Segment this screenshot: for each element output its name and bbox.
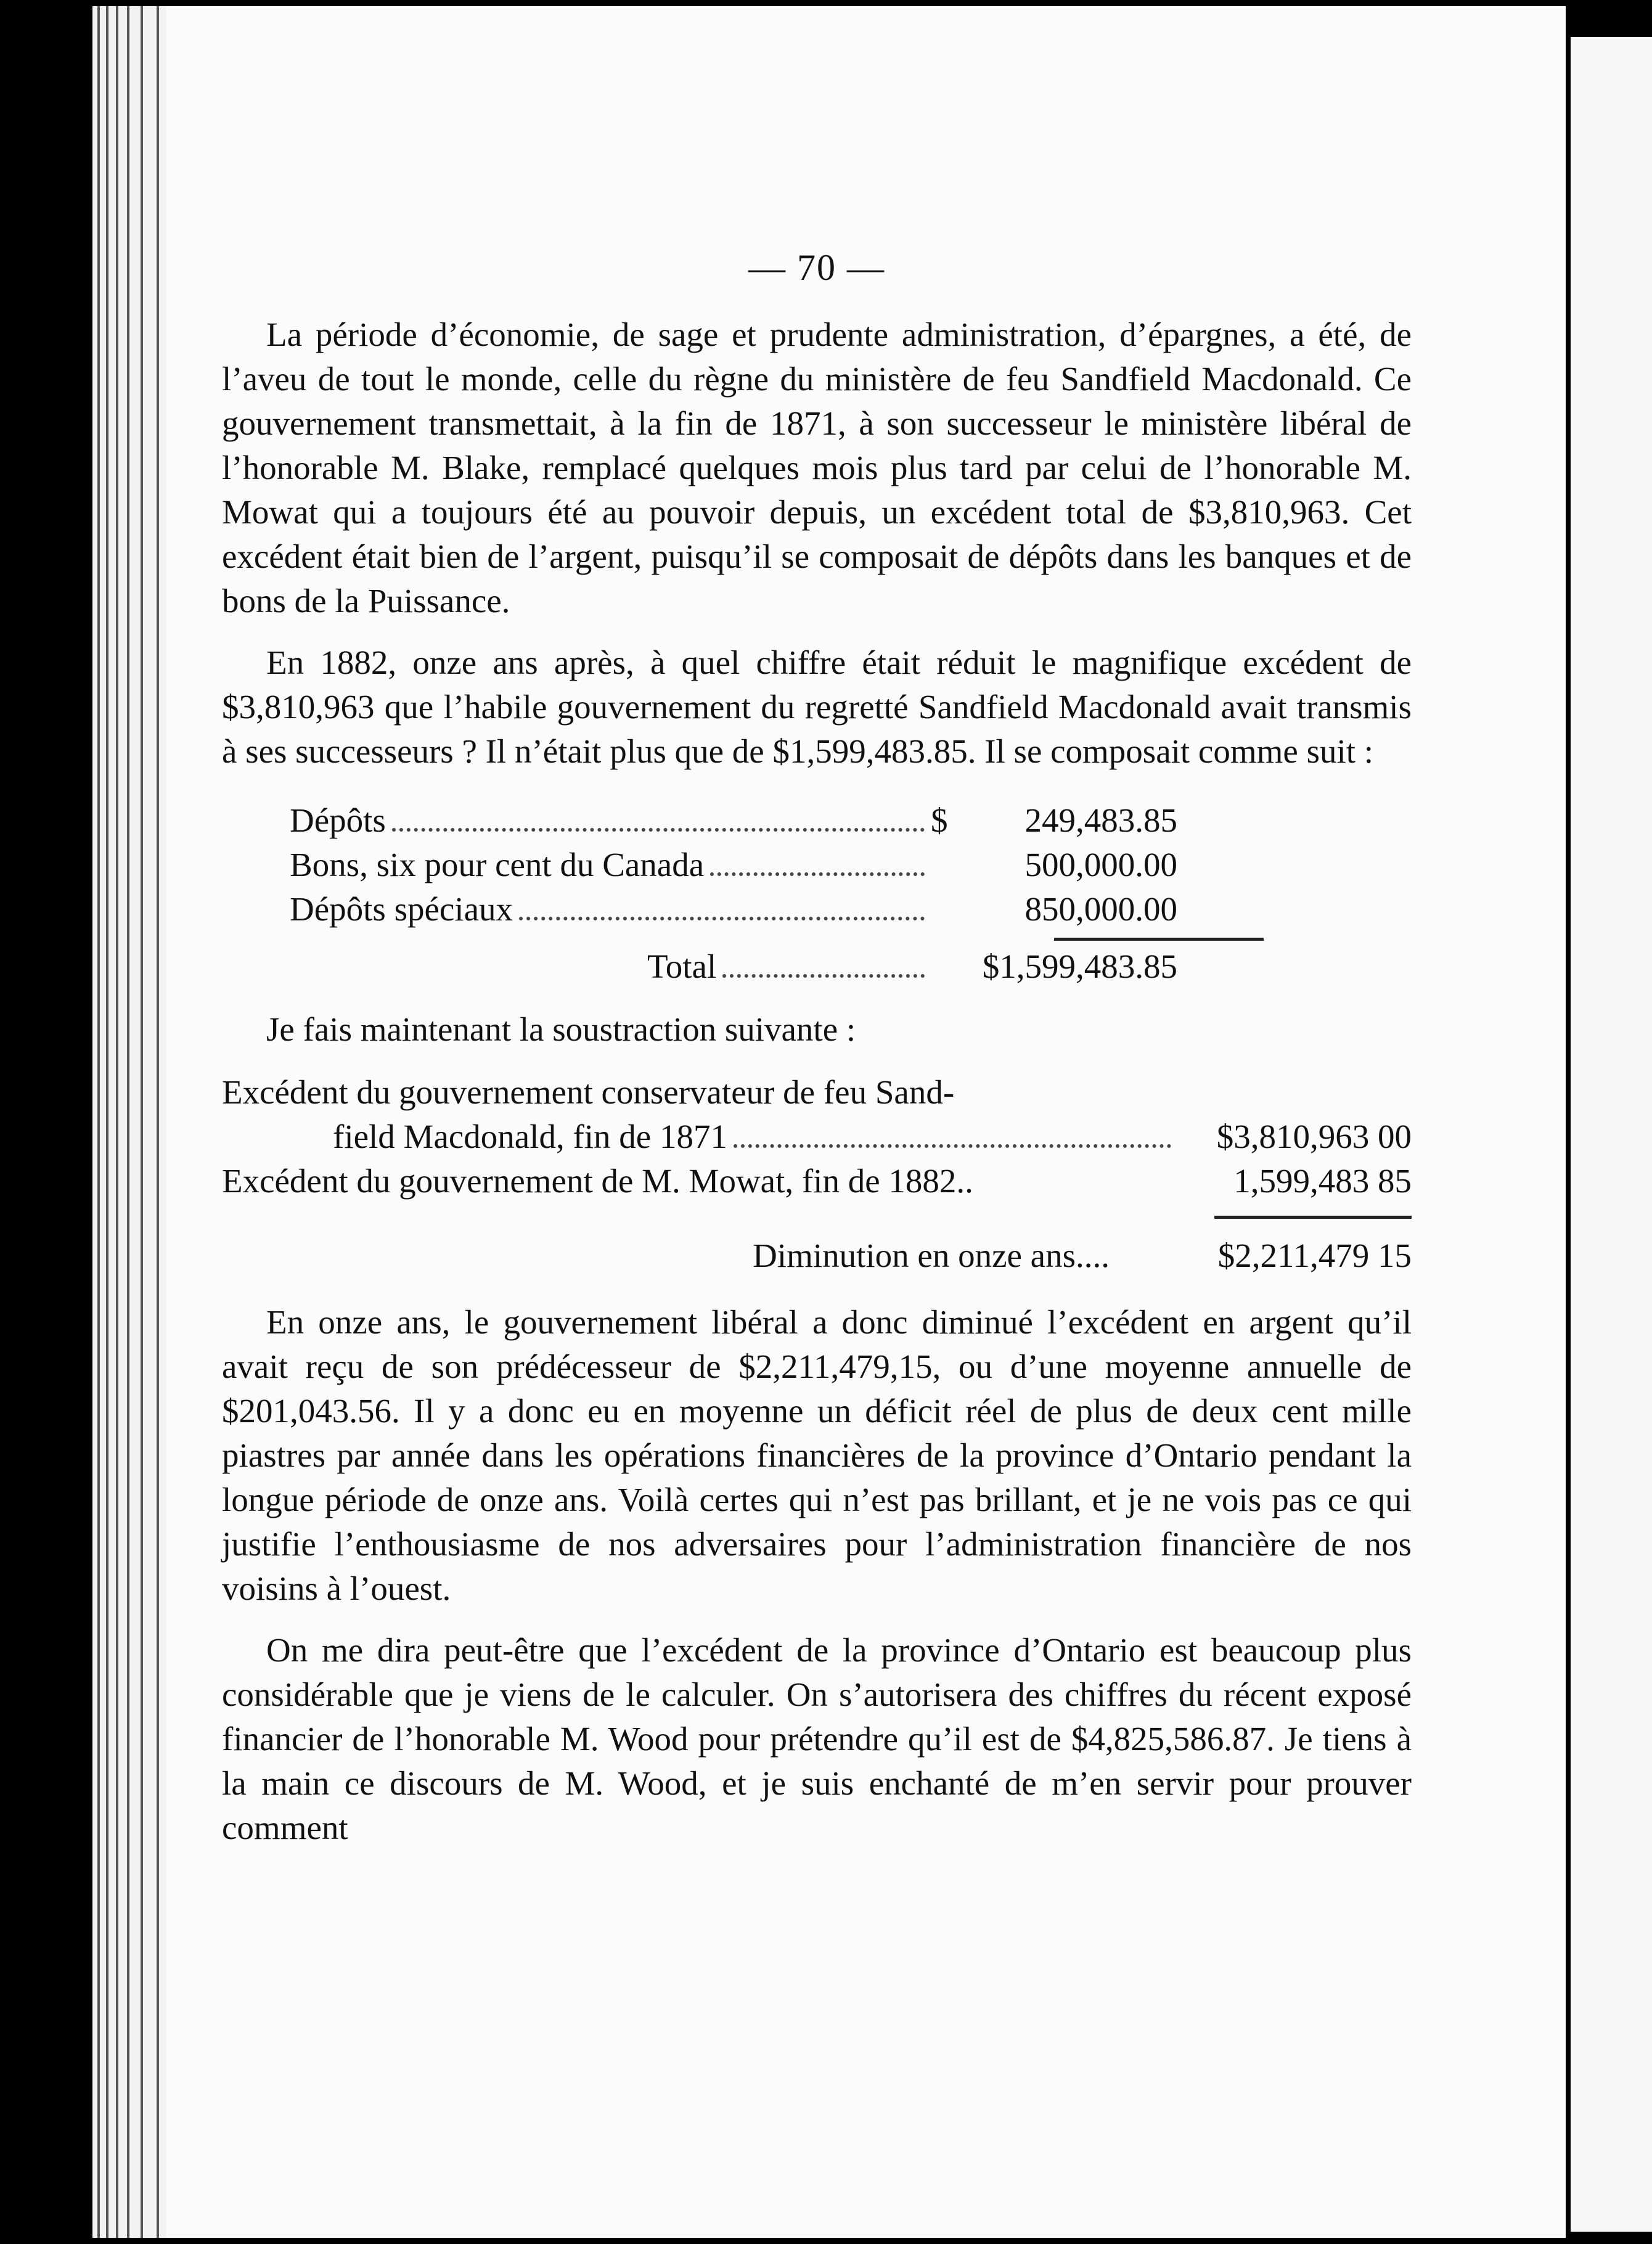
table-row bbox=[290, 843, 1177, 887]
subtraction-table bbox=[222, 1070, 1412, 1278]
subtraction-intro: Je fais maintenant la soustraction suivante : bbox=[266, 1010, 856, 1048]
paragraph-3: En onze ans, le gouvernement libéral a donc diminué l’excédent en argent qu’il avait reçu de son prédécesseur de $2,211,479,15, ou d’une moyenne annuelle de $201,043.56. Il y a donc eu en moyenne un déficit réel de plus de deux cent mille piastres par année dans les opérations financières de la province d’Ontario pendant la longue période de onze ans. Voilà certes qui n’est pas brillant, et je ne vois pas ce qui justifie l’enthousiasme de nos adversaires pour l’administration financière de nos voisins à l’ouest. bbox=[222, 1303, 1412, 1607]
book-page-edges bbox=[92, 6, 166, 2238]
table-row bbox=[290, 798, 1177, 843]
page-text bbox=[222, 247, 1412, 1867]
spacer bbox=[979, 1189, 1171, 1192]
dot-leader bbox=[710, 872, 925, 876]
diminution-row bbox=[222, 1234, 1412, 1278]
difference-rule bbox=[1214, 1216, 1412, 1219]
diminution-label: Diminution en onze ans.... bbox=[753, 1237, 1110, 1274]
composition-table bbox=[290, 798, 1177, 989]
table-row bbox=[222, 1159, 1412, 1203]
row-label: field Macdonald, fin de 1871 bbox=[333, 1118, 727, 1155]
row-label: Dépôts bbox=[290, 801, 386, 839]
spacer bbox=[1116, 1263, 1171, 1267]
dot-leader bbox=[722, 974, 925, 978]
row-amount: $3,810,963 00 bbox=[1216, 1118, 1412, 1155]
table-row bbox=[222, 1070, 1412, 1115]
total-label: Total bbox=[647, 948, 717, 985]
row-currency: $ bbox=[931, 801, 948, 839]
total-amount: $1,599,483.85 bbox=[982, 948, 1177, 985]
dot-leader bbox=[734, 1144, 1171, 1148]
table-row bbox=[222, 1115, 1412, 1159]
dot-leader bbox=[519, 917, 925, 920]
adjacent-page-edge bbox=[1571, 37, 1652, 2232]
row-amount: 850,000.00 bbox=[1024, 890, 1177, 928]
paragraph-4: On me dira peut-être que l’excédent de la province d’Ontario est beaucoup plus considérable que je viens de le calculer. On s’autorisera des chiffres du récent exposé financier de l’honorable M. Wood pour prétendre qu’il est de $4,825,586.87. Je tiens à la main ce discours de M. Wood, et je suis enchanté de m’en servir pour prouver comment bbox=[222, 1631, 1412, 1846]
paragraph-1: La période d’économie, de sage et prudente administration, d’épargnes, a été, de l’aveu de tout le monde, celle du règne du ministère de feu Sandfield Macdonald. Ce gouvernement transmettait, à la fin de 1871, à son successeur le ministère libéral de l’honorable M. Blake, remplacé quelques mois plus tard par celui de l’honorable M. Mowat qui a toujours été au pouvoir depuis, un excédent total de $3,810,963. Cet excédent était bien de l’argent, puisqu’il se composait de dépôts dans les banques et de bons de la Puissance. bbox=[222, 316, 1412, 620]
page-number: — 70 — bbox=[748, 247, 885, 288]
row-amount: 1,599,483 85 bbox=[1233, 1162, 1412, 1200]
row-label: Excédent du gouvernement conservateur de feu Sand- bbox=[222, 1073, 955, 1111]
table-row bbox=[290, 887, 1177, 932]
row-label: Bons, six pour cent du Canada bbox=[290, 846, 705, 883]
sum-rule bbox=[1054, 938, 1264, 941]
row-label: Dépôts spéciaux bbox=[290, 890, 513, 928]
row-amount: 249,483.85 bbox=[1024, 801, 1177, 839]
row-label: Excédent du gouvernement de M. Mowat, fin de 1882.. bbox=[222, 1162, 973, 1200]
paragraph-2: En 1882, onze ans après, à quel chiffre était réduit le magnifique excédent de $3,810,963 que l’habile gouvernement du regretté Sandfield Macdonald avait transmis à ses successeurs ? Il n’était plus que de $1,599,483.85. Il se composait comme suit : bbox=[222, 644, 1412, 770]
total-row bbox=[290, 944, 1177, 989]
diminution-amount: $2,211,479 15 bbox=[1217, 1237, 1412, 1274]
row-amount: 500,000.00 bbox=[1024, 846, 1177, 883]
dot-leader bbox=[392, 828, 925, 832]
